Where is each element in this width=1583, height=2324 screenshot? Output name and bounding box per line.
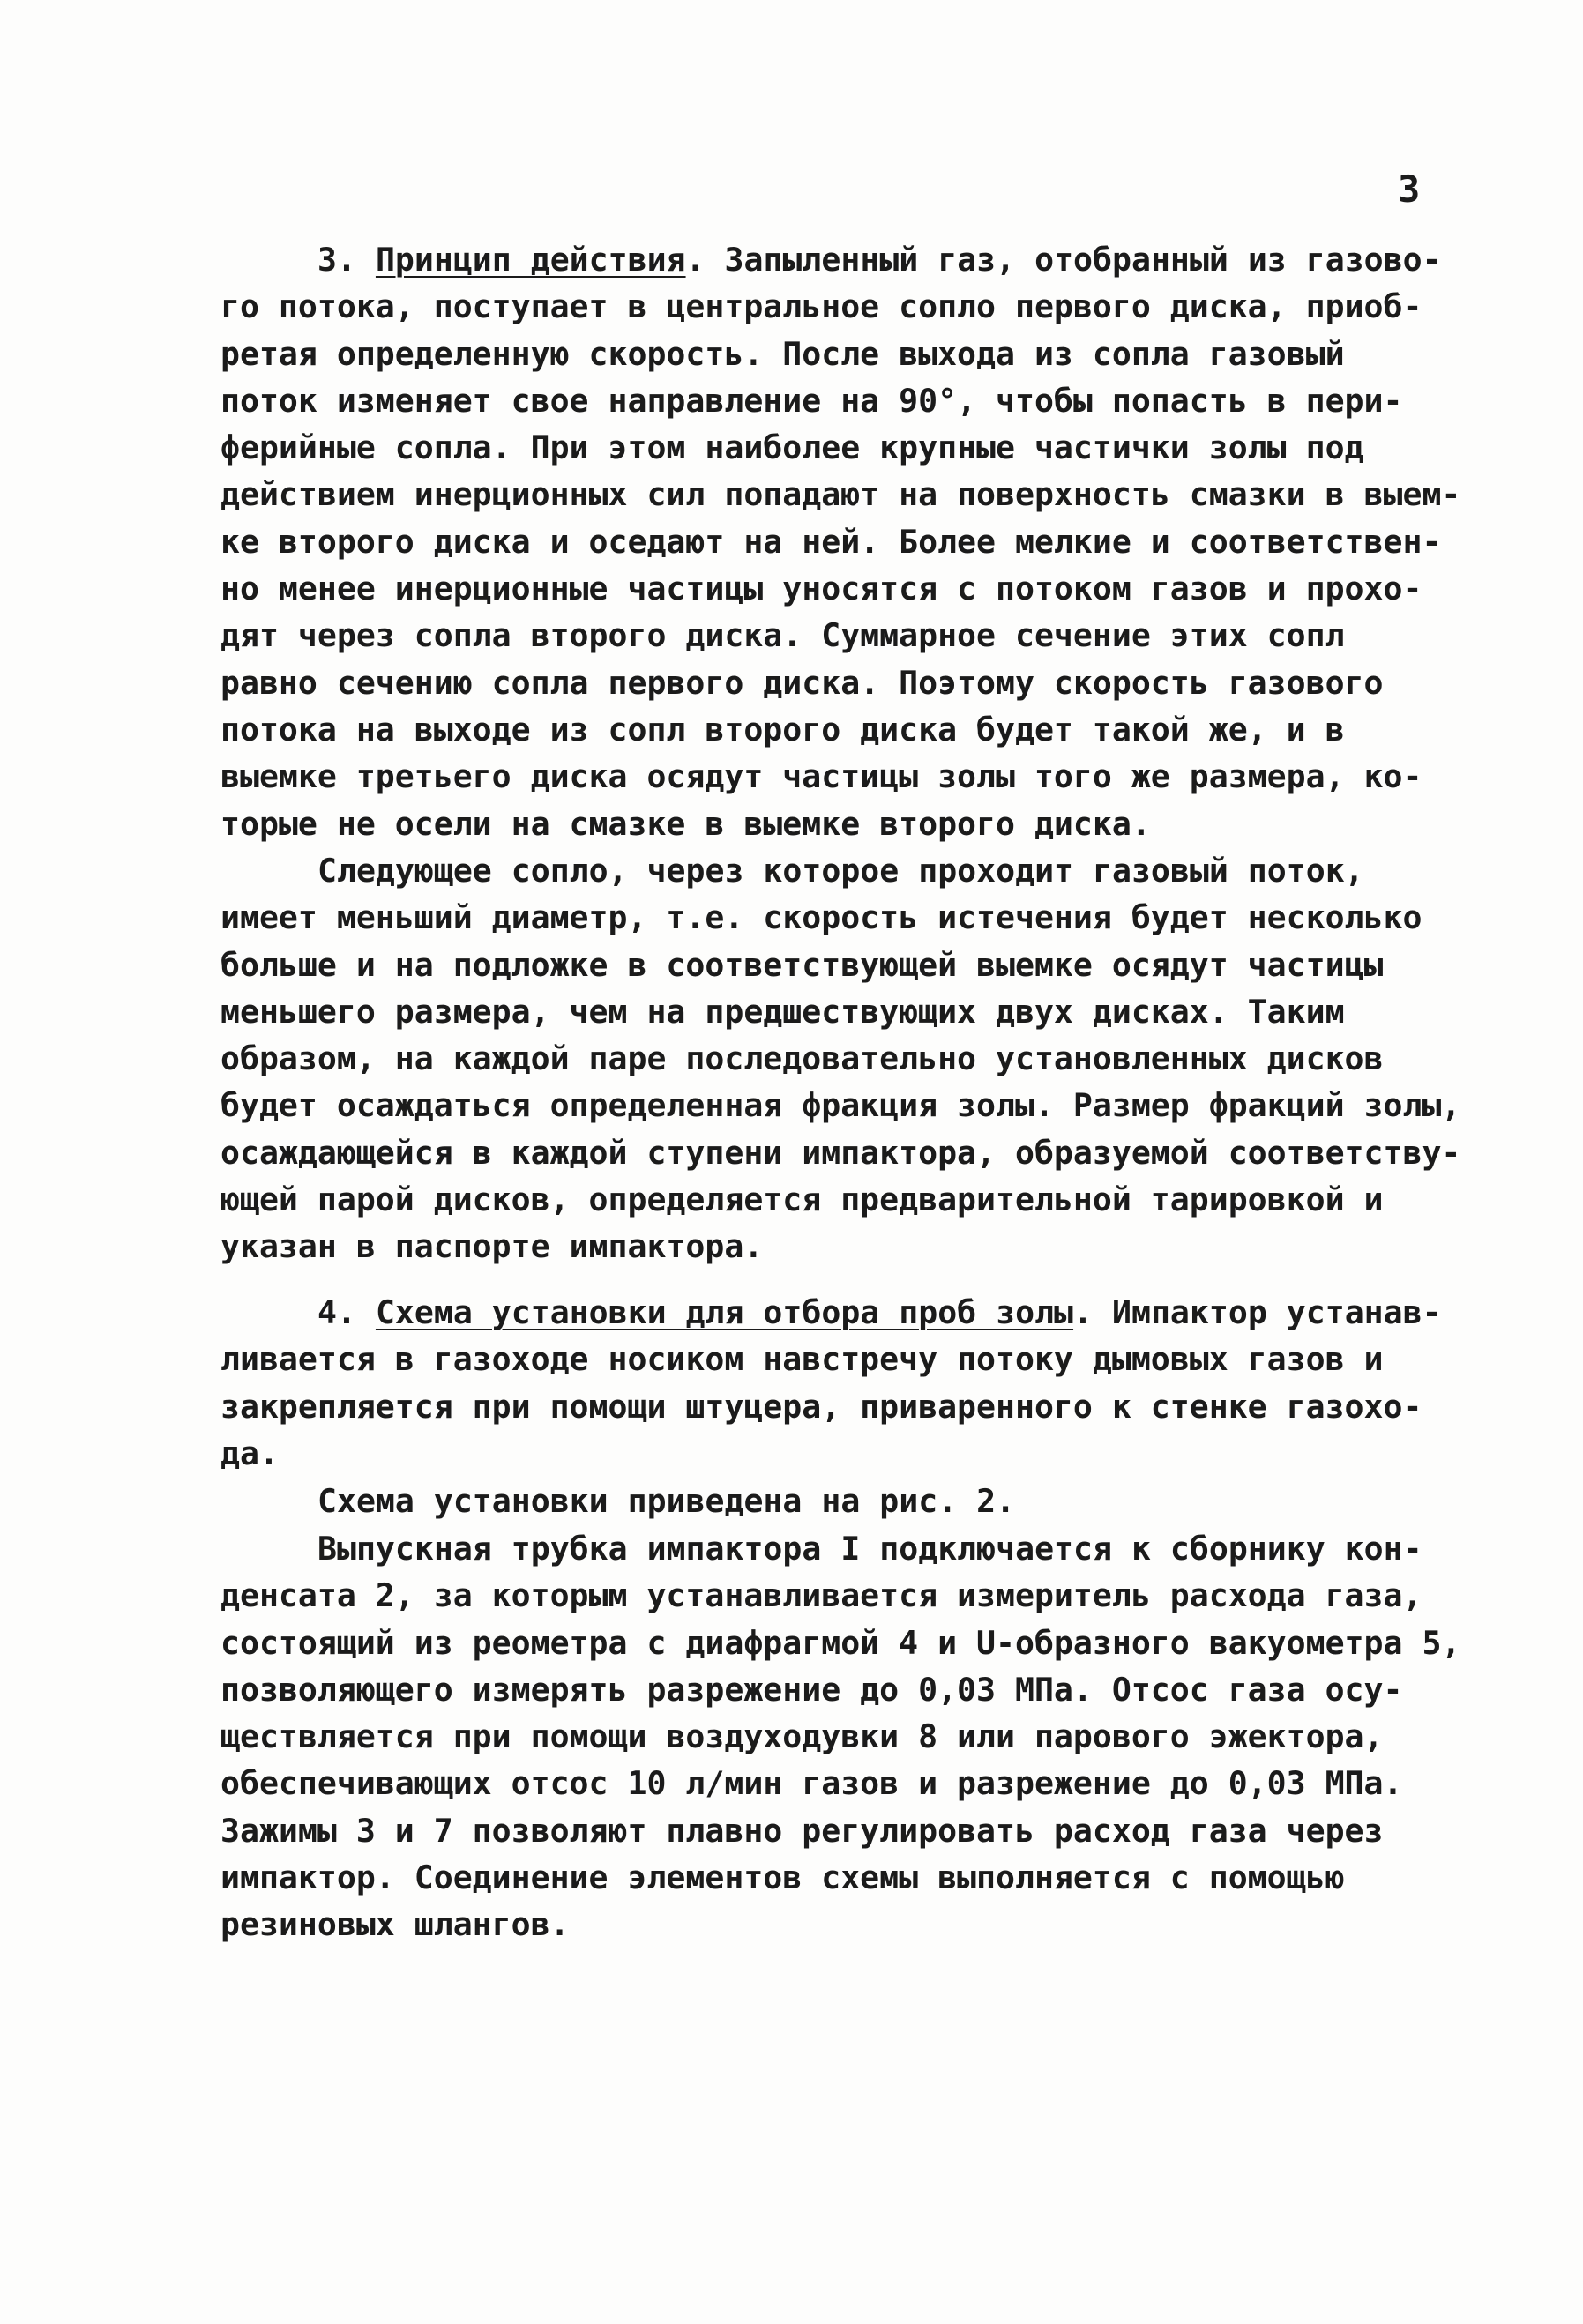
text-line: торые не осели на смазке в выемке второго диска. (220, 804, 1151, 843)
text-line: ке второго диска и оседают на ней. Более мелкие и соответствен- (220, 522, 1442, 561)
text-line: указан в паспорте импактора. (220, 1227, 764, 1266)
text-line: дят через сопла второго диска. Суммарное сечение этих сопл (220, 616, 1345, 655)
text-line: ществляется при помощи воздуходувки 8 или парового эжектора, (220, 1717, 1384, 1756)
paragraph-2 (220, 847, 1461, 1270)
text-line: импактор. Соединение элементов схемы выполняется с помощью (220, 1858, 1345, 1897)
text-line: обеспечивающих отсос 10 л/мин газов и разрежение до 0,03 МПа. (220, 1764, 1403, 1803)
section-3-first-line (220, 236, 1442, 283)
text-line: денсата 2, за которым устанавливается измеритель расхода газа, (220, 1576, 1422, 1615)
text-line: поток изменяет свое направление на 90°, чтобы попасть в пери- (220, 381, 1403, 420)
text-line: Выпускная трубка импактора I подключается к сборнику кон- (317, 1530, 1422, 1568)
paragraph-figure-reference (220, 1478, 1437, 1524)
section-4-paragraph (220, 1289, 1442, 1477)
text-line: образом, на каждой паре последовательно установленных дисков (220, 1039, 1384, 1078)
section-number: 4. (317, 1293, 356, 1331)
text-line: . Импактор устанав- (1073, 1293, 1442, 1331)
page-number: 3 (1398, 168, 1421, 211)
text-line: го потока, поступает в центральное сопло первого диска, приоб- (220, 287, 1422, 326)
text-line: резиновых шлангов. (220, 1905, 570, 1944)
text-line: ферийные сопла. При этом наиболее крупные частички золы под (220, 428, 1364, 467)
text-line: имеет меньший диаметр, т.е. скорость истечения будет несколько (220, 898, 1422, 937)
section-4-first-line (220, 1289, 1442, 1336)
text-line: Схема установки приведена на рис. 2. (317, 1482, 1016, 1520)
paragraph-5 (220, 1525, 1461, 1948)
text-line: ретая определенную скорость. После выхода из сопла газовый (220, 334, 1345, 373)
text-line: больше и на подложке в соответствующей выемке осядут частицы (220, 945, 1384, 984)
text-line: Зажимы 3 и 7 позволяют плавно регулировать расход газа через (220, 1811, 1384, 1850)
text-line: меньшего размера, чем на предшествующих двух дисках. Таким (220, 992, 1345, 1031)
text-line: но менее инерционные частицы уносятся с потоком газов и прохо- (220, 570, 1422, 608)
section-number: 3. (317, 241, 356, 279)
text-line: да. (220, 1434, 279, 1472)
section-heading: Схема установки для отбора проб золы (375, 1293, 1074, 1331)
text-line: действием инерционных сил попадают на поверхность смазки в выем- (220, 475, 1461, 514)
text-line: ющей парой дисков, определяется предварительной тарировкой и (220, 1181, 1384, 1219)
text-line: выемке третьего диска осядут частицы золы того же размера, ко- (220, 757, 1422, 796)
text-line: будет осаждаться определенная фракция золы. Размер фракций золы, (220, 1086, 1461, 1125)
text-line: ливается в газоходе носиком навстречу потоку дымовых газов и (220, 1340, 1384, 1379)
text-line: Следующее сопло, через которое проходит газовый поток, (317, 852, 1364, 890)
section-heading: Принцип действия (375, 241, 686, 279)
text-line: закрепляется при помощи штуцера, приваренного к стенке газохо- (220, 1387, 1422, 1426)
text-line: . Запыленный газ, отобранный из газово- (685, 241, 1442, 279)
text-line: состоящий из реометра с диафрагмой 4 и U-образного вакуометра 5, (220, 1623, 1461, 1662)
section-3-paragraph (220, 236, 1461, 847)
text-line: позволяющего измерять разрежение до 0,03 МПа. Отсос газа осу- (220, 1670, 1403, 1709)
text-line: потока на выходе из сопл второго диска будет такой же, и в (220, 710, 1345, 749)
text-line: осаждающейся в каждой ступени импактора, образуемой соответству- (220, 1133, 1461, 1172)
text-line: равно сечению сопла первого диска. Поэтому скорость газового (220, 663, 1384, 702)
